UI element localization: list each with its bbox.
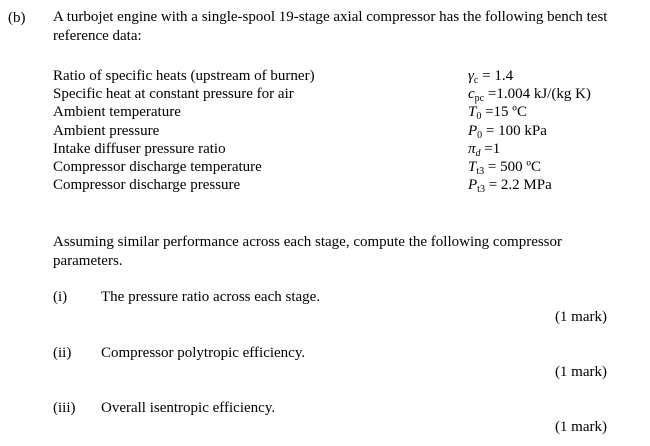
data-row-subscript: c [473,75,479,86]
part-text: Compressor polytropic efficiency. [101,345,306,361]
data-row-value: =1.004 kJ/(kg K) [487,86,591,102]
data-row-subscript: 0 [477,130,483,141]
data-row-symbol: T [468,159,477,175]
data-row-name: Ambient temperature [53,104,181,120]
part-marks: (1 mark) [554,419,607,435]
instruction: Assuming similar performance across each stage, compute the following compressor parameters. [53,234,563,269]
data-row-value: =1 [484,141,501,157]
question-label: (b) [8,10,26,26]
data-row-symbol: γ [468,68,474,84]
data-row-formula [468,104,527,125]
data-row-subscript: 0 [476,111,482,122]
data-row-name: Compressor discharge temperature [53,159,262,175]
data-row-subscript: t3 [476,166,485,177]
data-row-symbol: T [468,104,477,120]
part-label: (iii) [53,400,76,416]
data-row-formula [468,177,552,198]
data-row-subscript: d [475,148,481,159]
data-row-value: =15 ºC [485,104,527,120]
data-row-symbol: P [468,177,478,193]
part-marks: (1 mark) [554,364,607,380]
data-row-value: = 2.2 MPa [488,177,552,193]
data-row-symbol: c [468,86,475,102]
data-row-name: Compressor discharge pressure [53,177,241,193]
data-row-name: Intake diffuser pressure ratio [53,141,226,157]
data-row-value: = 1.4 [482,68,514,84]
data-row-symbol: P [468,123,478,139]
data-row-subscript: t3 [477,184,485,195]
data-row-value: = 500 ºC [487,159,541,175]
data-row-subscript: pc [474,93,485,104]
data-row-name: Ambient pressure [53,123,160,139]
part-marks: (1 mark) [554,309,607,325]
question-intro: A turbojet engine with a single-spool 19-stage axial compressor has the following bench test reference data: [53,9,608,44]
data-row-symbol: π [468,141,476,157]
part-text: The pressure ratio across each stage. [101,289,321,305]
part-label: (ii) [53,345,72,361]
data-row-name: Specific heat at constant pressure for air [53,86,294,102]
data-row-value: = 100 kPa [485,123,547,139]
data-row-name: Ratio of specific heats (upstream of burner) [53,68,315,84]
part-text: Overall isentropic efficiency. [101,400,276,416]
part-label: (i) [53,289,68,305]
